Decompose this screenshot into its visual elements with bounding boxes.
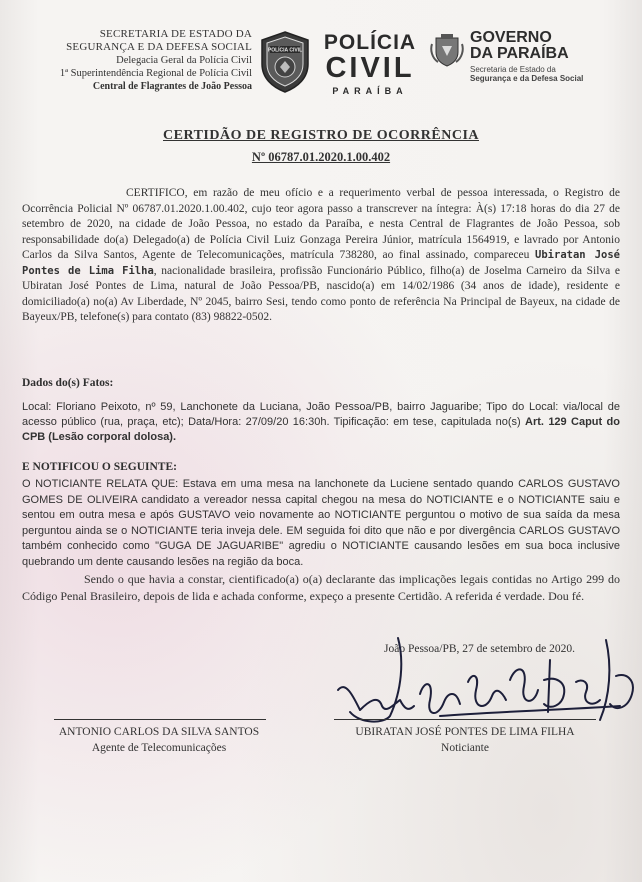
header-institution-text bbox=[40, 28, 252, 93]
gov-subtitle-line2: Segurança e da Defesa Social bbox=[470, 74, 584, 83]
header-line-seguranca: SEGURANÇA E DA DEFESA SOCIAL bbox=[66, 41, 252, 53]
gov-subtitle-line1: Secretaria de Estado da bbox=[470, 65, 556, 74]
signature-line-right bbox=[334, 719, 596, 720]
header-line-delegacia: Delegacia Geral da Polícia Civil bbox=[116, 55, 252, 66]
gov-title-line1: GOVERNO bbox=[470, 29, 552, 46]
logo-word-civil: CIVIL bbox=[325, 52, 415, 84]
policia-civil-logo bbox=[320, 32, 420, 97]
signature-line-left bbox=[54, 719, 266, 720]
declarant-name: Ubiratan José Pontes de Lima Filha bbox=[22, 249, 620, 277]
document-title: CERTIDÃO DE REGISTRO DE OCORRÊNCIA bbox=[163, 128, 479, 143]
fatos-local-text: Local: Floriano Peixoto, nº 59, Lanchonete da Luciana, João Pessoa/PB, bairro Jaguaribe; Tipo do Local: via/local de acesso público (rua, praça, etc); Data/Hora: 27/09/20 16:30h. Tipificação: em tese, capitulada no(s) bbox=[22, 401, 620, 428]
signatory-left-role: Agente de Telecomunicações bbox=[91, 742, 227, 754]
governo-paraiba-logo bbox=[470, 30, 620, 83]
document-number: Nº 06787.01.2020.1.00.402 bbox=[251, 150, 391, 164]
handwritten-signature-icon bbox=[320, 620, 642, 740]
badge-text: POLÍCIA CIVIL bbox=[267, 47, 303, 54]
header-line-secretaria: SECRETARIA DE ESTADO DA bbox=[99, 28, 252, 40]
fatos-article: Art. 129 Caput do CPB (Lesão corporal dolosa). bbox=[22, 416, 620, 443]
fatos-heading: Dados do(s) Fatos: bbox=[22, 377, 114, 389]
notificou-paragraph: O NOTICIANTE RELATA QUE: Estava em uma mesa na lanchonete da Luciene sentado quando CARLOS GUSTAVO GOMES DE OLIVEIRA candidato a vereador nessa capital chegou na mesa do NOTICIANTE e o NOTICIANTE saiu e sentou em outra mesa e após GUSTAVO veio novamente ao NOTICIANTE perguntou o motivo de sua saída da mesa perguntou ainda se o NOTICIANTE teria inveja dele. EM seguida foi dito que não e por divergência CARLOS GUSTAVO também conhecido como "GUGA DE JAGUARIBE" agrediu o NOTICIANTE causando lesões em sua boca inclusive quebrando um dente causando lesões na região da boca. bbox=[22, 478, 620, 568]
notificou-heading: E NOTIFICOU O SEGUINTE: bbox=[22, 461, 177, 473]
date-line: João Pessoa/PB, 27 de setembro de 2020. bbox=[384, 643, 576, 655]
coat-of-arms-icon bbox=[430, 32, 464, 68]
logo-word-policia: POLÍCIA bbox=[323, 31, 417, 54]
signatory-right-role: Noticiante bbox=[441, 742, 489, 754]
header-line-superintendencia: 1ª Superintendência Regional de Polícia Civil bbox=[59, 68, 252, 79]
certifico-text-after: , nacionalidade brasileira, profissão Funcionário Público, filho(a) de Joselma Carneiro da Silva e Ubiratan José Pontes de Lima, natural de João Pessoa/PB, nascido(a) em 14/02/1986 (34 anos de idade), residente e domiciliado(a) no(a) Av Liberdade, Nº 2045, bairro Sesi, tendo como ponto de referência Na Principal de Bayeux, na cidade de Bayeux/PB, telefone(s) para contato (83) 98822-0502. bbox=[22, 264, 620, 323]
certifico-text-before: CERTIFICO, em razão de meu ofício e a requerimento verbal de pessoa interessada, o Registro de Ocorrência Policial Nº 06787.01.2020.1.00.402, cujo teor agora passo a transcrever na íntegra: À(s) 17:18 horas do dia 27 de setembro de 2020, na cidade de João Pessoa, no estado da Paraíba, e nesta Central de Flagrantes de João Pessoa, sob responsabilidade do(a) Delegado(a) de Polícia Civil Luiz Gonzaga Pereira Júnior, matrícula 1564919, e lavrado por Antonio Carlos da Silva Santos, Agente de Telecomunicações, matrícula 738280, ao final assinado, compareceu bbox=[22, 187, 620, 261]
header-line-central: Central de Flagrantes de João Pessoa bbox=[92, 81, 252, 92]
signatory-left-name: ANTONIO CARLOS DA SILVA SANTOS bbox=[58, 726, 260, 738]
certifico-paragraph bbox=[22, 186, 620, 326]
signatory-left bbox=[40, 724, 278, 756]
signatory-right-name: UBIRATAN JOSÉ PONTES DE LIMA FILHA bbox=[355, 726, 575, 738]
signatory-right bbox=[330, 724, 600, 756]
logo-word-paraiba: PARAÍBA bbox=[332, 86, 408, 96]
closing-paragraph: Sendo o que havia a constar, cientificado(a) o(a) declarante das implicações legais contidas no Artigo 299 do Código Penal Brasileiro, depois de lida e achada conforme, expeço a presente Certidão. A referida é verdade. Dou fé. bbox=[22, 572, 620, 603]
police-badge-icon bbox=[258, 30, 312, 94]
gov-title-line2: DA PARAÍBA bbox=[470, 45, 569, 62]
fatos-paragraph bbox=[22, 400, 620, 445]
